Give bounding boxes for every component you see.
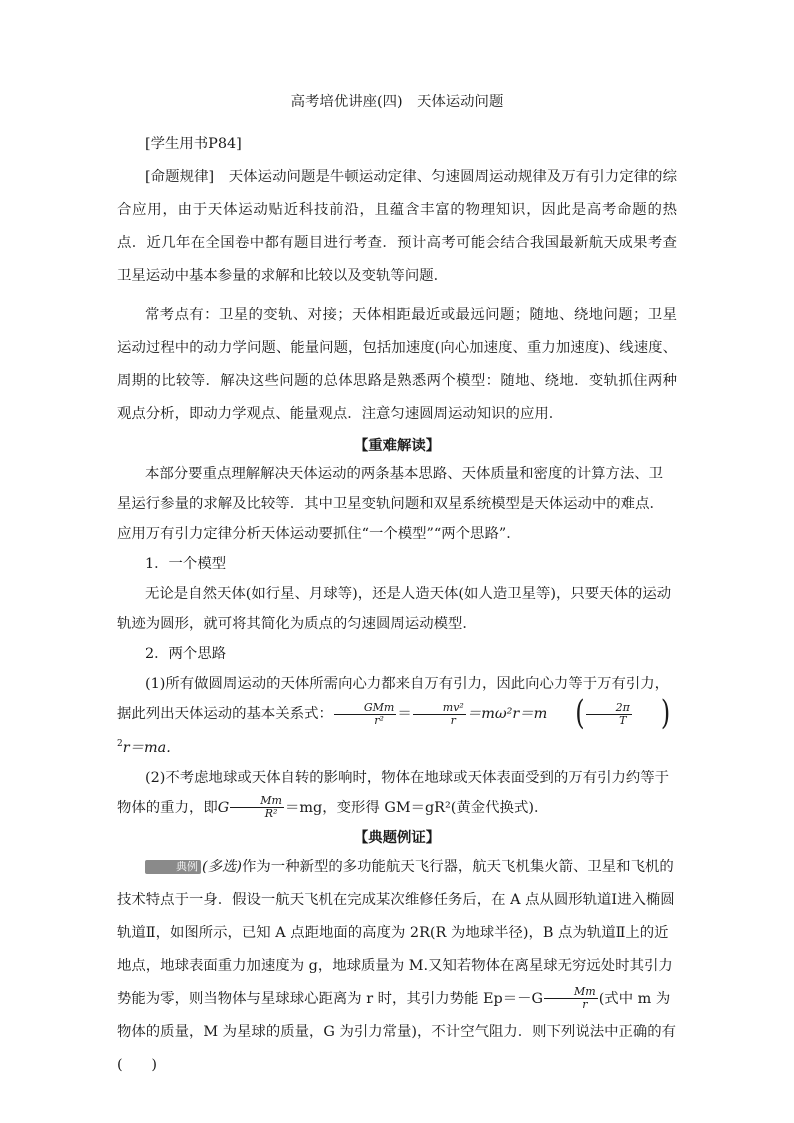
equals-sign: ＝ <box>397 706 412 722</box>
idea-one-paragraph: (1)所有做圆周运动的天体所需向心力都来自万有引力，因此向心力等于万有引力，据此列出天体运动的基本关系式： $\frac{\text{GMm}}{\text{r²}}$ ＝ $\frac{\text{mv²}}{r}$ ＝mω²r＝m ( $\frac{2\pi}{T}$ )$^2$r＝ma. <box>117 676 671 756</box>
law-paragraph <box>117 161 677 293</box>
idea-two-text: (2)不考虑地球或天体自转的影响时，物体在地球或天体表面受到的万有引力约等于物体的重力，即 <box>117 769 670 816</box>
heading-one-model: 1．一个模型 <box>145 556 227 572</box>
idea-one-text: (1)所有做圆周运动的天体所需向心力都来自万有引力，因此向心力等于万有引力，据此列出天体运动的基本关系式： <box>117 676 670 722</box>
frac-denominator: r² <box>374 713 384 727</box>
frac-numerator: 2π <box>586 702 632 715</box>
model-paragraph: 无论是自然天体(如行星、月球等)，还是人造天体(如人造卫星等)，只要天体的运动轨迹为圆形，就可将其简化为质点的匀速圆周运动模型． <box>117 586 672 632</box>
idea-two-paragraph <box>117 763 677 823</box>
example-question <box>117 851 677 1082</box>
fraction-2pi-t <box>586 702 632 727</box>
frac-numerator: GMm <box>334 702 396 715</box>
frac-numerator: mv² <box>413 702 466 715</box>
gravity-constant: G <box>217 799 230 816</box>
question-text-1: 作为一种新型的多功能航天飞行器，航天飞机集火箭、卫星和飞机的技术特点于一身．假设一航天飞机在完成某次维修任务后，在 A 点从圆形轨道Ⅰ进入椭圆轨道Ⅱ，如图所示，已知 A 点距地面的高度为 2R(R 为地球半径)，B 点为轨道Ⅱ上的近地点，地球表面重力加速度为 g，地球质量为 M.又知若物体在离星球无穷远处时其引力势能为零，则当物体与星球球心距离为 r 时，其引力势能 Ep＝－G <box>117 858 675 1007</box>
common-points-paragraph: 常考点有：卫星的变轨、对接；天体相距最近或最远问题；随地、绕地问题；卫星运动过程中的动力学问题、能量问题，包括加速度(向心加速度、重力加速度)、线速度、周期的比较等．解决这些问题的总体思路是熟悉两个模型：随地、绕地．变轨抓住两种观点分析，即动力学观点、能量观点．注意匀速圆周运动知识的应用． <box>117 307 677 422</box>
page-title: 高考培优讲座(四) 天体运动问题 <box>290 94 504 110</box>
law-text: 天体运动问题是牛顿运动定律、匀速圆周运动规律及万有引力定律的综合应用，由于天体运动贴近科技前沿，且蕴含丰富的物理知识，因此是高考命题的热点．近几年在全国卷中都有题目进行考查．预计高考可能会结合我国最新航天成果考查卫星运动中基本参量的求解和比较以及变轨等问题． <box>117 169 677 284</box>
section-heading-examples: 【典题例证】 <box>353 828 441 846</box>
frac-denominator: r <box>582 998 588 1012</box>
multi-choice-tag: (多选) <box>202 858 243 875</box>
fraction-mm-r2 <box>230 795 284 820</box>
intro-paragraph: 本部分要重点理解解决天体运动的两条基本思路、天体质量和密度的计算方法、卫星运行参量的求解及比较等．其中卫星变轨问题和双星系统模型是天体运动中的难点．应用万有引力定律分析天体运动要抓住“一个模型”“两个思路”． <box>117 466 664 542</box>
example-badge: 典例 <box>145 860 201 874</box>
document-page <box>117 92 677 1082</box>
fraction-mm-r <box>544 986 598 1011</box>
left-paren: ( <box>575 693 585 733</box>
frac-numerator: Mm <box>230 795 284 808</box>
law-label: [命题规律] <box>145 169 215 185</box>
frac-numerator: Mm <box>544 986 598 999</box>
heading-two-ideas: 2．两个思路 <box>145 646 227 662</box>
reference-note: [学生用书P84] <box>145 136 242 152</box>
frac-denominator: T <box>619 713 627 727</box>
fraction-gmm-r2 <box>334 702 396 727</box>
equation-tail: r＝ma. <box>122 739 171 756</box>
right-paren: ) <box>660 693 671 733</box>
golden-substitution: ＝mg，变形得 GM＝gR²(黄金代换式)． <box>284 799 549 816</box>
equation-middle: ＝mω²r＝m <box>466 706 548 722</box>
section-heading-analysis: 【重难解读】 <box>353 437 441 454</box>
frac-denominator: R² <box>264 807 278 821</box>
question-text-2: (式中 m 为物体的质量，M 为星球的质量，G 为引力常量)，不计空气阻力．则下列说法中正确的有( ) <box>117 990 677 1073</box>
fraction-mv2-r <box>413 702 466 727</box>
frac-denominator: r <box>450 713 456 727</box>
